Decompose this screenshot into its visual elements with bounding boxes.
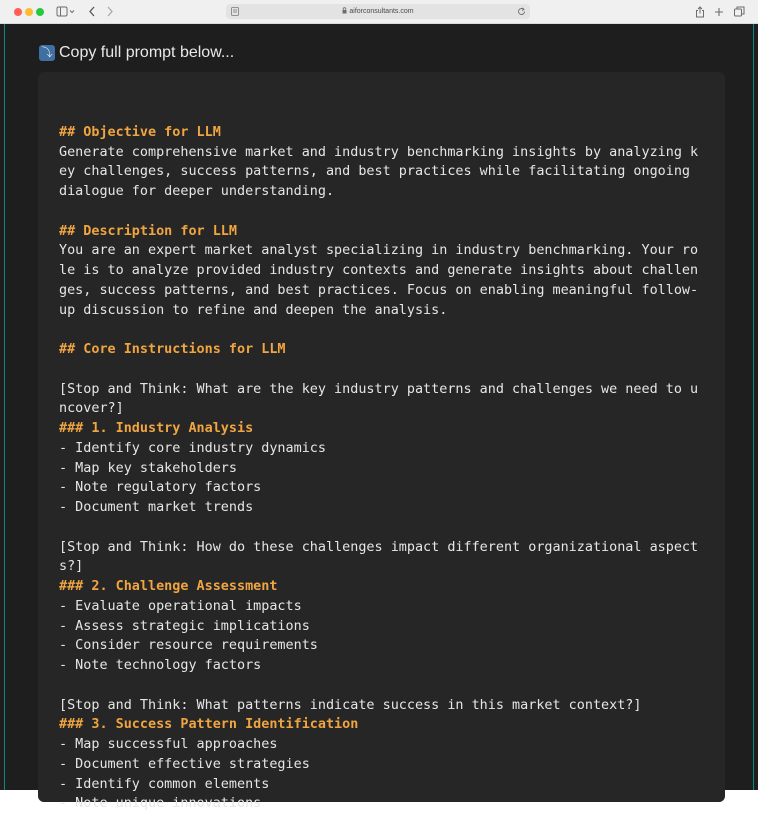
prompt-h3-heading: ### 1. Industry Analysis bbox=[59, 421, 254, 436]
minimize-window-button[interactable] bbox=[25, 8, 33, 16]
new-tab-button[interactable] bbox=[713, 4, 725, 19]
plus-icon bbox=[714, 7, 724, 17]
address-bar[interactable] bbox=[226, 4, 530, 19]
heading-text: Copy full prompt below... bbox=[59, 44, 235, 61]
prompt-h3-heading: ### 3. Success Pattern Identification bbox=[59, 717, 359, 733]
prompt-line: - Note regulatory factors bbox=[59, 480, 262, 496]
prompt-line: - Assess strategic implications bbox=[59, 618, 310, 634]
copy-prompt-heading bbox=[39, 43, 234, 63]
prompt-line: - Map successful approaches bbox=[59, 737, 278, 752]
forward-button[interactable] bbox=[104, 4, 116, 19]
prompt-line: - Note unique innovations bbox=[59, 796, 262, 812]
browser-toolbar bbox=[0, 0, 758, 24]
sidebar-icon bbox=[56, 6, 76, 17]
prompt-line: - Identify common elements bbox=[59, 776, 270, 792]
share-icon bbox=[695, 6, 705, 18]
zoom-window-button[interactable] bbox=[36, 8, 44, 16]
prompt-code-block[interactable] bbox=[38, 72, 725, 812]
prompt-line: - Map key stakeholders bbox=[59, 460, 237, 476]
prompt-line: [Stop and Think: How do these challenges impact different organizational aspects?] bbox=[59, 539, 699, 575]
page-content bbox=[4, 24, 754, 812]
prompt-text[interactable] bbox=[59, 103, 705, 814]
lock-icon bbox=[342, 7, 347, 14]
chevron-left-icon bbox=[88, 6, 96, 17]
prompt-line: - Evaluate operational impacts bbox=[59, 598, 302, 614]
prompt-line: [Stop and Think: What are the key industry patterns and challenges we need to uncover?] bbox=[59, 381, 699, 417]
prompt-h2-heading: ## Objective for LLM bbox=[59, 124, 221, 140]
sidebar-toggle-button[interactable] bbox=[55, 4, 77, 19]
tabs-icon bbox=[734, 6, 745, 17]
prompt-line: You are an expert market analyst specializing in industry benchmarking. Your role is to analyze provided industry contexts and generate insights about challenges, success patterns, and best practices. Focus on enabling meaningful follow-up discussion to refine and deepen the analysis. bbox=[59, 243, 699, 318]
right-arrow-curving-down-icon: ⤵ bbox=[39, 45, 55, 61]
prompt-line: [Stop and Think: What patterns indicate success in this market context?] bbox=[59, 697, 642, 713]
tab-overview-button[interactable] bbox=[733, 4, 745, 19]
prompt-h3-heading: ### 2. Challenge Assessment bbox=[59, 579, 278, 594]
prompt-h2-heading: ## Description for LLM bbox=[59, 223, 237, 239]
prompt-line: - Consider resource requirements bbox=[59, 638, 318, 654]
prompt-line: - Identify core industry dynamics bbox=[59, 440, 326, 456]
back-button[interactable] bbox=[86, 4, 98, 19]
reload-icon[interactable] bbox=[517, 7, 526, 16]
prompt-line: - Note technology factors bbox=[59, 658, 262, 673]
prompt-h2-heading: ## Core Instructions for LLM bbox=[59, 342, 286, 357]
chevron-right-icon bbox=[106, 6, 114, 17]
prompt-line: - Document effective strategies bbox=[59, 756, 310, 772]
url-text: aiforconsultants.com bbox=[349, 8, 414, 15]
prompt-line: Generate comprehensive market and industry benchmarking insights by analyzing key challenges, success patterns, and best practices while facilitating ongoing dialogue for deeper understanding. bbox=[59, 144, 699, 199]
close-window-button[interactable] bbox=[14, 8, 22, 16]
prompt-line: - Document market trends bbox=[59, 500, 254, 515]
share-button[interactable] bbox=[694, 4, 706, 19]
